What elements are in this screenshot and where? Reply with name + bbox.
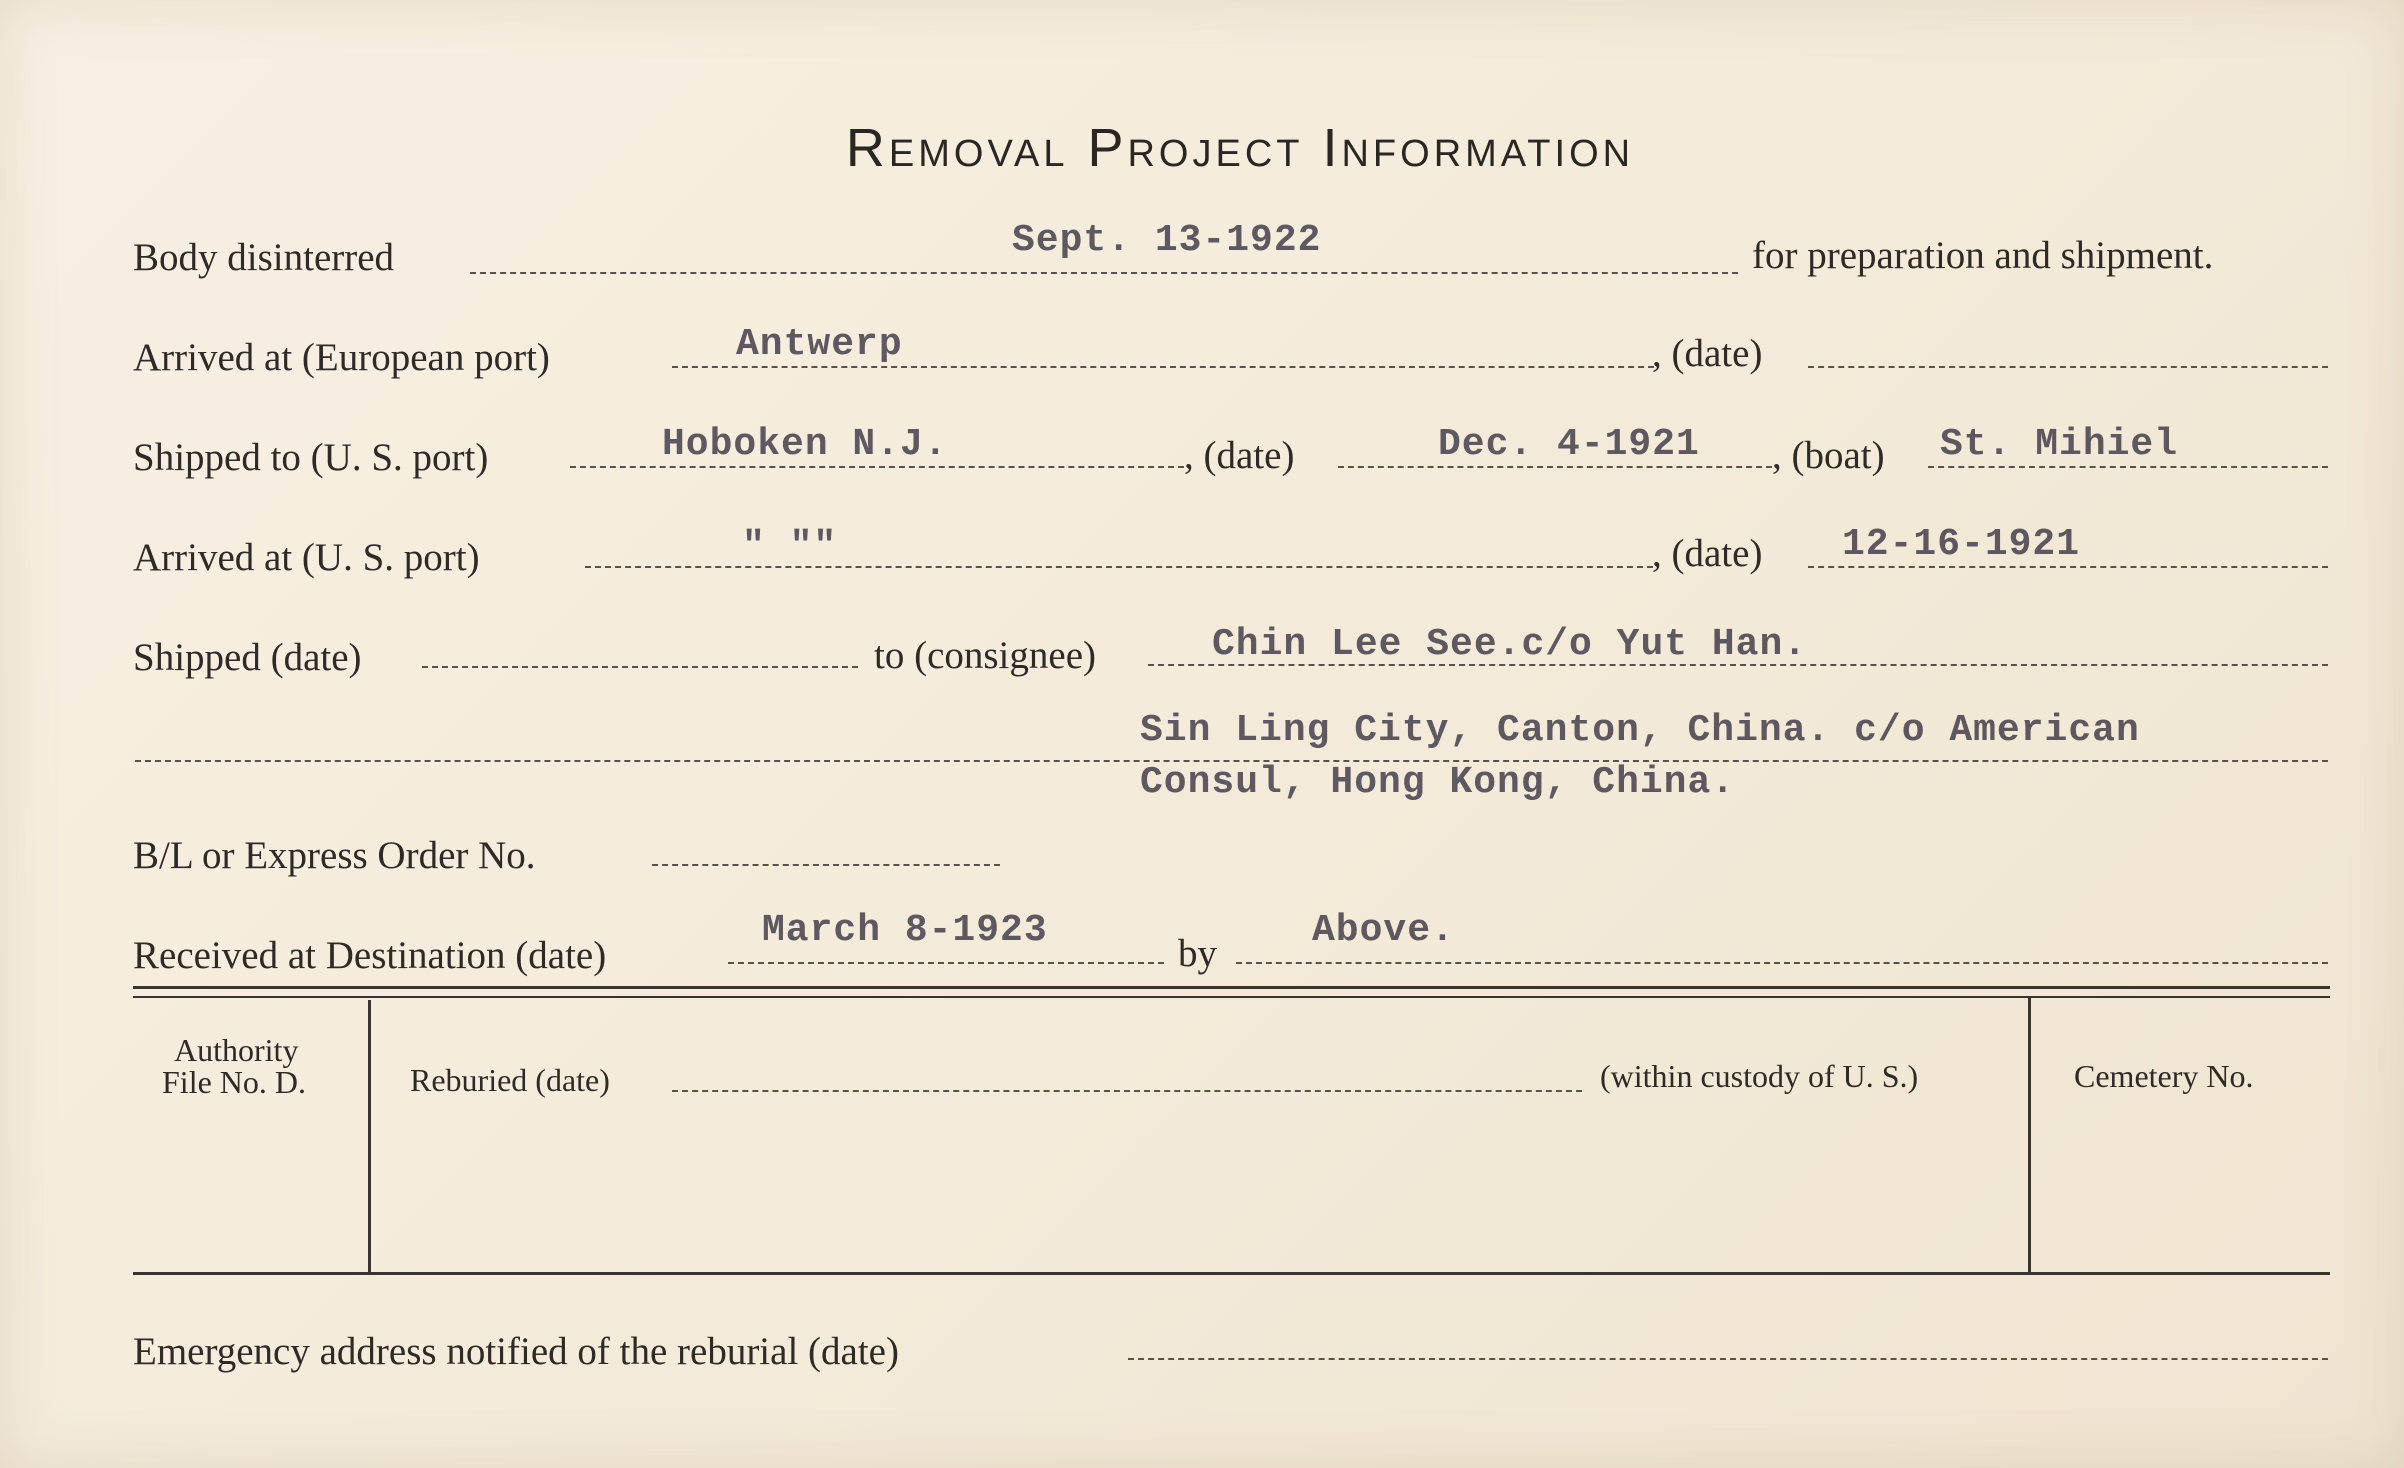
label-shipped-to-us-port: Shipped to (U. S. port) xyxy=(133,436,489,479)
label-authority: Authority xyxy=(174,1032,299,1068)
label-cemetery-no: Cemetery No. xyxy=(2074,1058,2254,1094)
label-shipped-date: Shipped (date) xyxy=(133,636,362,679)
label-arrived-european-port: Arrived at (European port) xyxy=(133,336,550,379)
value-received-by: Above. xyxy=(1312,909,1455,952)
label-file-no: File No. D. xyxy=(162,1064,306,1100)
label-for-preparation: for preparation and shipment. xyxy=(1752,234,2214,277)
label-date-1: , (date) xyxy=(1652,332,1763,375)
label-reburied-date: Reburied (date) xyxy=(410,1062,610,1098)
label-date-3: , (date) xyxy=(1652,532,1763,575)
fill-line-disinterred xyxy=(470,272,1738,274)
fill-line-european-port xyxy=(672,366,1654,368)
label-to-consignee: to (consignee) xyxy=(874,634,1097,677)
label-body-disinterred: Body disinterred xyxy=(133,236,395,279)
label-date-2: , (date) xyxy=(1184,434,1295,477)
box-divider-right xyxy=(2028,998,2031,1272)
value-arrived-port: " "" xyxy=(742,525,838,568)
value-consignee-line3: Consul, Hong Kong, China. xyxy=(1140,761,1736,804)
box-bottom-rule xyxy=(133,1272,2330,1275)
label-received-destination: Received at Destination (date) xyxy=(133,934,607,977)
form-title: Removal Project Information xyxy=(845,118,1635,178)
fill-line-reburied xyxy=(672,1090,1582,1092)
fill-line-boat xyxy=(1928,466,2328,468)
fill-line-date-2 xyxy=(1338,466,1772,468)
fill-line-date-3 xyxy=(1808,566,2328,568)
fill-line-bl-order xyxy=(652,864,1000,866)
box-top-rule xyxy=(133,986,2330,989)
fill-line-shipped-date xyxy=(422,666,858,668)
box-divider-left xyxy=(368,1000,371,1274)
fill-line-emergency xyxy=(1128,1358,2328,1360)
fill-line-received-by xyxy=(1236,962,2328,964)
box-top-rule-inner xyxy=(133,996,2330,998)
fill-line-received-date xyxy=(728,962,1164,964)
value-consignee-line2: Sin Ling City, Canton, China. c/o American xyxy=(1140,709,2140,752)
label-boat: , (boat) xyxy=(1772,434,1885,477)
label-bl-express-order: B/L or Express Order No. xyxy=(133,834,536,877)
value-disinterred-date: Sept. 13-1922 xyxy=(1012,219,1322,262)
fill-line-date-1 xyxy=(1808,366,2328,368)
label-arrived-us-port: Arrived at (U. S. port) xyxy=(133,536,480,579)
fill-line-us-port xyxy=(570,466,1184,468)
value-shipped-date: Dec. 4-1921 xyxy=(1438,423,1700,466)
label-by: by xyxy=(1178,932,1217,975)
value-boat: St. Mihiel xyxy=(1940,423,2179,466)
value-arrived-date: 12-16-1921 xyxy=(1842,523,2081,566)
value-received-date: March 8-1923 xyxy=(762,909,1048,952)
value-consignee-line1: Chin Lee See.c/o Yut Han. xyxy=(1212,623,1808,666)
value-us-port: Hoboken N.J. xyxy=(662,423,948,466)
value-european-port: Antwerp xyxy=(736,323,903,366)
label-emergency-address: Emergency address notified of the reburial (date) xyxy=(133,1330,899,1373)
label-within-custody: (within custody of U. S.) xyxy=(1600,1058,1919,1094)
